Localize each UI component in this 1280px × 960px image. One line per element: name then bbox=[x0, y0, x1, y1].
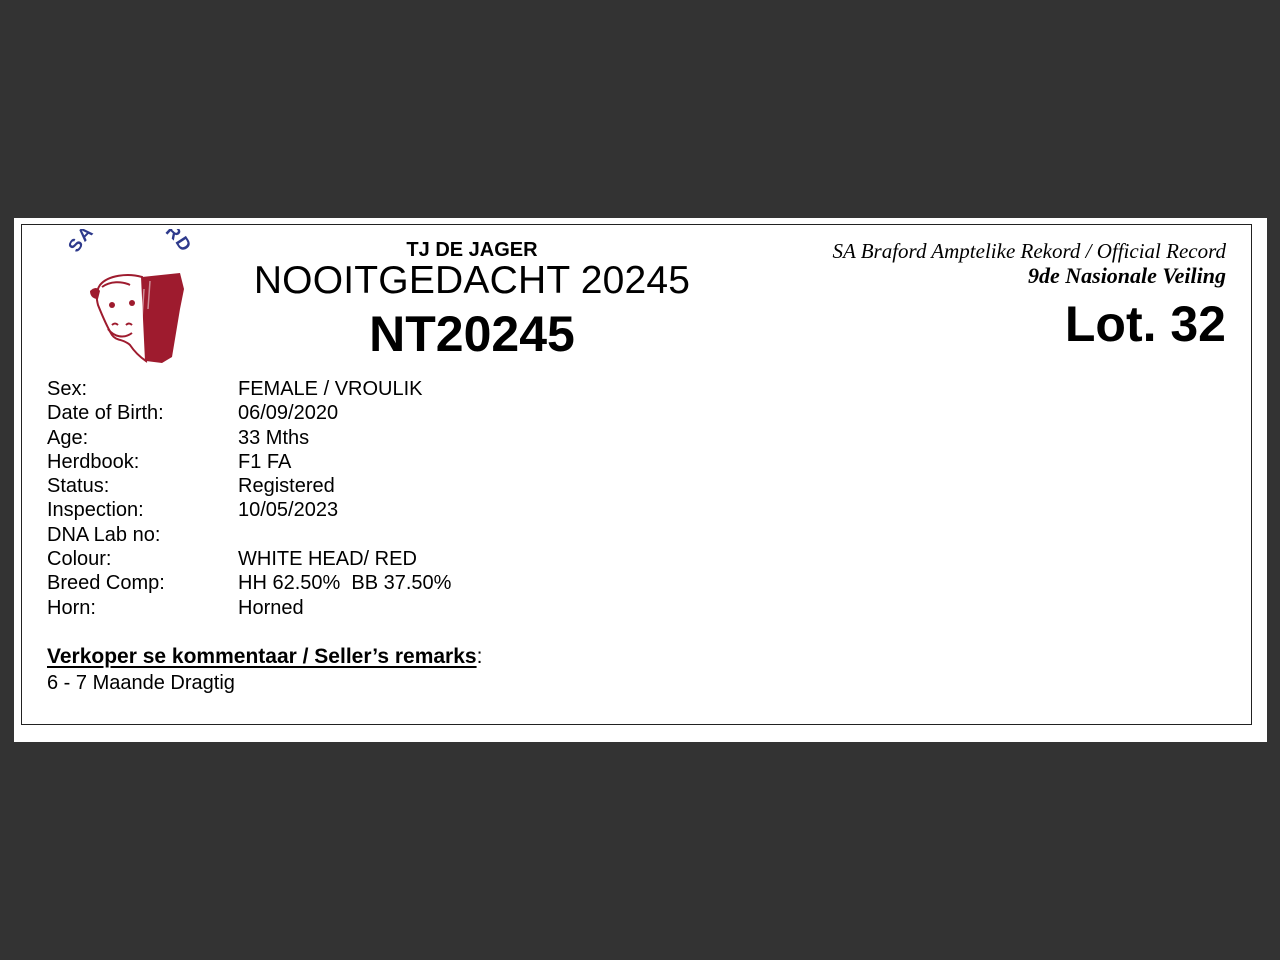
detail-label: DNA Lab no: bbox=[47, 523, 161, 546]
detail-label: Sex: bbox=[47, 378, 88, 400]
detail-value: WHITE HEAD/ RED bbox=[238, 548, 417, 571]
detail-label: Inspection: bbox=[47, 499, 144, 522]
sa-braford-logo bbox=[50, 229, 200, 369]
detail-value: Horned bbox=[238, 596, 304, 619]
svg-text:SA BRAFORD: SA RD bbox=[64, 229, 196, 256]
detail-label: Herdbook: bbox=[47, 450, 140, 473]
card-border bbox=[21, 224, 1252, 725]
animal-name: NOOITGEDACHT 20245 bbox=[253, 259, 691, 302]
detail-value: Registered bbox=[238, 475, 335, 498]
detail-value: HH 62.50% BB 37.50% bbox=[238, 572, 452, 595]
lot-number: Lot. 32 bbox=[1064, 296, 1226, 352]
hereford-bull-head-icon bbox=[50, 229, 200, 369]
detail-label: Date of Birth: bbox=[47, 402, 164, 425]
animal-id: NT20245 bbox=[369, 306, 575, 362]
detail-label: Colour: bbox=[47, 548, 112, 571]
owner-name: TJ DE JAGER bbox=[406, 239, 538, 261]
remarks-heading-colon: : bbox=[476, 645, 483, 668]
detail-value: FEMALE / VROULIK bbox=[238, 378, 423, 400]
detail-label: Status: bbox=[47, 475, 110, 498]
detail-label: Age: bbox=[47, 426, 89, 449]
detail-value: 10/05/2023 bbox=[238, 499, 339, 522]
detail-value: 06/09/2020 bbox=[238, 402, 339, 425]
detail-label: Horn: bbox=[47, 596, 96, 619]
lot-card bbox=[14, 218, 1267, 742]
remarks-text: 6 - 7 Maande Dragtig bbox=[47, 672, 235, 694]
remarks-heading-text: Verkoper se kommentaar / Seller’s remarks bbox=[47, 645, 477, 668]
detail-label: Breed Comp: bbox=[47, 572, 165, 595]
detail-value: 33 Mths bbox=[238, 426, 310, 449]
auction-name: 9de Nasionale Veiling bbox=[1027, 263, 1226, 288]
detail-value: F1 FA bbox=[238, 450, 292, 473]
remarks-heading bbox=[47, 645, 482, 669]
record-title: SA Braford Amptelike Rekord / Official Record bbox=[832, 239, 1226, 263]
